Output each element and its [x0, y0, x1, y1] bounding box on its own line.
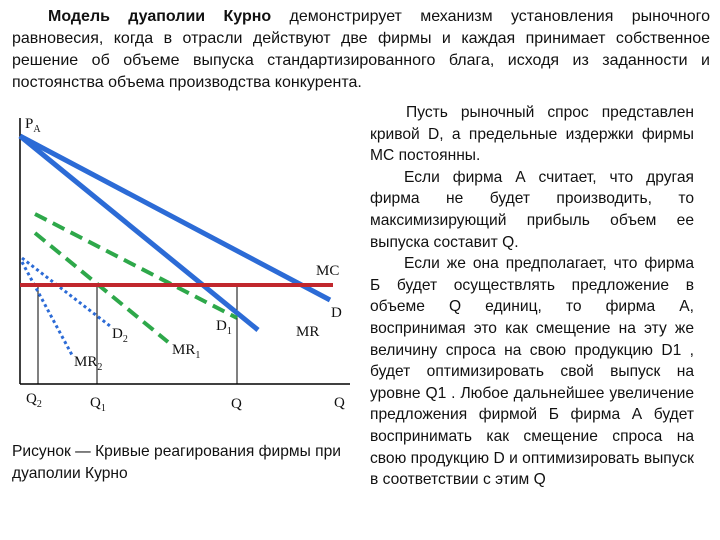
q-right-label: Q [334, 395, 345, 411]
q2-label [26, 391, 42, 410]
y-axis-label-main: P [25, 116, 34, 132]
mr2-label-main: MR [74, 354, 98, 370]
mr1-line [35, 233, 168, 342]
d1-label-main: D [216, 318, 227, 334]
mr1-label-main: MR [172, 342, 196, 358]
mr1-label-sub: 1 [195, 350, 201, 361]
side-paragraph-1: Пусть рыночный спрос представлен кривой D, а предельные издержки фирмы MC постоянны. [370, 104, 694, 165]
q1-label-sub: 1 [100, 403, 106, 414]
side-explanation [370, 102, 694, 491]
d1-label [216, 318, 232, 337]
mr-line [20, 136, 258, 330]
q1-label-main: Q [90, 395, 101, 411]
q2-label-main: Q [26, 391, 37, 407]
y-axis-label-sub: A [33, 124, 41, 135]
q2-label-sub: 2 [36, 399, 42, 410]
q1-label [90, 395, 106, 414]
d-label: D [331, 305, 342, 321]
mr2-label [74, 354, 102, 373]
figure-caption: Рисунок — Кривые реагирования фирмы при дуаполии Курно [12, 443, 341, 482]
side-paragraph-2: Если фирма А считает, что другая фирма не будет производить, то максимизирующий прибыль объем ее выпуска составит Q. [370, 168, 694, 251]
y-axis-label [25, 116, 41, 135]
mr2-label-sub: 2 [97, 362, 103, 373]
side-paragraph-3: Если же она предполагает, что фирма Б будет осуществлять предложение в объеме Q единиц, то фирма А, воспринимая это как смещение на эту же величину спроса на свою продукцию D1 , будет оптимизировать свой выпуск на уровне Q1 . Любое дальнейшее увеличение предложения фирмой Б фирма А будет воспринимать как смещение спроса на свою продукцию D и оптимизировать выпуск в соответствии с этим Q [370, 255, 694, 489]
d2-label-sub: 2 [122, 334, 128, 345]
mr-label: MR [296, 324, 320, 340]
d1-label-sub: 1 [226, 326, 232, 337]
intro-text: демонстрирует механизм установления рыночного равновесия, когда в отрасли действуют две фирмы и каждая принимает собственное решение об объеме выпуска стандартизированного блага, исходя из заданности и постоянства объема производства конкурента. [12, 8, 710, 91]
d2-label [112, 326, 128, 345]
demand-line-d [20, 136, 330, 300]
mc-label: MC [316, 263, 340, 279]
d2-label-main: D [112, 326, 123, 342]
q-mid-label: Q [231, 396, 242, 412]
mr1-label [172, 342, 200, 361]
intro-title: Модель дуаполии Курно [48, 8, 272, 25]
